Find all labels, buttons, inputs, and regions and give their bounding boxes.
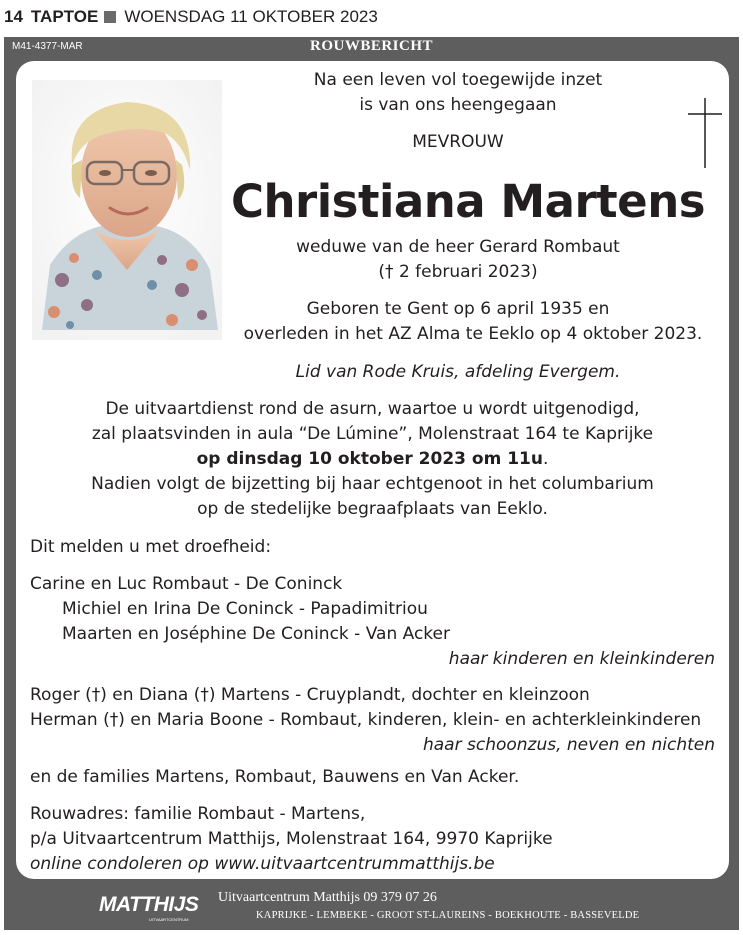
category-title: ROUWBERICHT bbox=[309, 38, 434, 54]
page-header bbox=[4, 4, 739, 30]
relation-label: haar schoonzus, neven en nichten bbox=[422, 735, 715, 755]
family-member: Carine en Luc Rombaut - De Coninck bbox=[30, 574, 343, 594]
announcement-line: Dit melden u met droefheid: bbox=[30, 537, 272, 557]
address-line-1: Rouwadres: familie Rombaut - Martens, bbox=[30, 804, 366, 824]
family-member: Roger (†) en Diana (†) Martens - Cruyplandt, dochter en kleinzoon bbox=[30, 685, 590, 705]
families-line: en de families Martens, Rombaut, Bauwens en Van Acker. bbox=[30, 767, 520, 787]
obituary-frame bbox=[4, 37, 739, 930]
matthijs-logo bbox=[97, 889, 209, 925]
family-member: Herman (†) en Maria Boone - Rombaut, kinderen, klein- en achterkleinkinderen bbox=[30, 710, 702, 730]
membership-line: Lid van Rode Kruis, afdeling Evergem. bbox=[295, 362, 621, 382]
logo-subtext: UITVAARTCENTRUM bbox=[149, 917, 189, 922]
ad-code: M41-4377-MAR bbox=[12, 41, 83, 52]
portrait-photo bbox=[32, 80, 222, 340]
service-line-2: zal plaatsvinden in aula “De Lúmine”, Molenstraat 164 te Kaprijke bbox=[91, 424, 654, 444]
intro-line-1: Na een leven vol toegewijde inzet bbox=[313, 70, 603, 90]
cross-icon bbox=[688, 98, 722, 168]
honorific: MEVROUW bbox=[412, 132, 504, 152]
death-line: overleden in het AZ Alma te Eeklo op 4 oktober 2023. bbox=[243, 324, 703, 344]
spouse-line: weduwe van de heer Gerard Rombaut bbox=[296, 237, 620, 257]
obituary-card bbox=[16, 61, 729, 879]
square-bullet-icon bbox=[104, 11, 116, 23]
relation-label: haar kinderen en kleinkinderen bbox=[448, 649, 715, 669]
family-member: Michiel en Irina De Coninck - Papadimitriou bbox=[62, 599, 428, 619]
service-line-5: op de stedelijke begraafplaats van Eeklo. bbox=[197, 499, 548, 519]
logo-text: MATTHIJS bbox=[99, 893, 199, 916]
spouse-death-date: († 2 februari 2023) bbox=[378, 262, 538, 282]
page-number: 14 bbox=[4, 7, 23, 26]
address-line-2: p/a Uitvaartcentrum Matthijs, Molenstraat 164, 9970 Kaprijke bbox=[30, 829, 553, 849]
funeral-home-locations: KAPRIJKE - LEMBEKE - GROOT ST-LAUREINS - BOEKHOUTE - BASSEVELDE bbox=[256, 910, 640, 921]
service-date-line bbox=[56, 447, 689, 472]
funeral-home-contact: Uitvaartcentrum Matthijs 09 379 07 26 bbox=[218, 890, 437, 905]
service-line-1: De uitvaartdienst rond de asurn, waartoe u wordt uitgenodigd, bbox=[105, 399, 640, 419]
newspaper-name: TAPTOE bbox=[30, 7, 99, 26]
family-member: Maarten en Joséphine De Coninck - Van Acker bbox=[62, 624, 450, 644]
intro-line-2: is van ons heengegaan bbox=[359, 95, 557, 115]
deceased-name: Christiana Martens bbox=[230, 175, 706, 228]
condolence-link[interactable]: online condoleren op www.uitvaartcentrummatthijs.be bbox=[30, 854, 495, 874]
service-date: op dinsdag 10 oktober 2023 om 11u bbox=[196, 449, 543, 469]
service-line-4: Nadien volgt de bijzetting bij haar echtgenoot in het columbarium bbox=[91, 474, 654, 494]
birth-line: Geboren te Gent op 6 april 1935 en bbox=[306, 299, 610, 319]
service-date-period: . bbox=[542, 449, 549, 469]
issue-date: WOENSDAG 11 OKTOBER 2023 bbox=[124, 7, 378, 26]
